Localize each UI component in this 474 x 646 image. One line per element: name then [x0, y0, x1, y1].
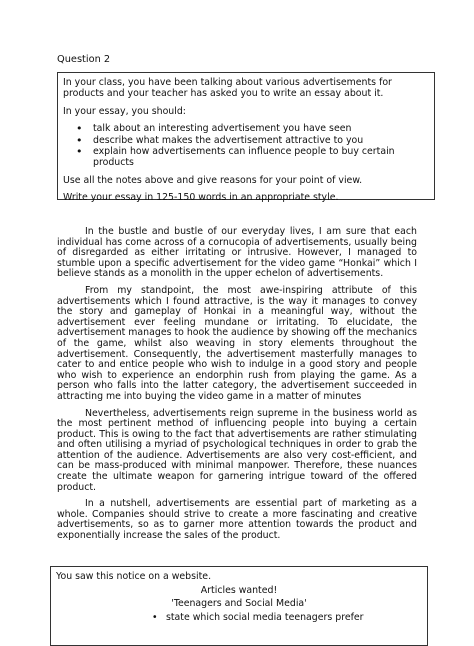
task-bullet-list [63, 123, 429, 169]
notice-box [50, 566, 428, 646]
notice-heading: Articles wanted! [200, 584, 278, 596]
essay-paragraph: In a nutshell, advertisements are essential part of marketing as a whole. Companies should strive to create a more fascinating and creative advertisements, so as to garner more attention towards the product and exponentially increase the sales of the product. [57, 498, 417, 542]
task-box [57, 72, 435, 204]
notice-bullet: • state which social media teenagers prefer [166, 611, 422, 625]
notice-intro: You saw this notice on a website. [56, 571, 212, 582]
essay-body [57, 227, 417, 548]
task-should-label: In your essay, you should: [63, 105, 186, 117]
task-notes: Use all the notes above and give reasons for your point of view. [63, 174, 363, 186]
task-length: Write your essay in 125-150 words in an appropriate style. [63, 192, 339, 204]
essay-paragraph: In the bustle and bustle of our everyday lives, I am sure that each individual has come across of a cornucopia of advertisements, usually being of disregarded as either irritating or intrusive. However, I managed to stumble upon a specific advertisement for the video game “Honkai” which I believe stands as a monolith in the upper echelon of advertisements. [57, 226, 417, 280]
task-intro: In your class, you have been talking about various advertisements for products and your teacher has asked you to write an essay about it. [63, 77, 392, 100]
task-bullet: • explain how advertisements can influence people to buy certain products [93, 146, 429, 169]
notice-bullet-list [56, 611, 422, 625]
task-bullet: • talk about an interesting advertisement you have seen [93, 123, 429, 134]
question-label: Question 2 [57, 54, 111, 65]
notice-topic: 'Teenagers and Social Media' [171, 598, 307, 609]
essay-paragraph: Nevertheless, advertisements reign supreme in the business world as the most pertinent method of influencing people into buying a certain product. This is owing to the fact that advertisements are rather stimulating and often utilising a myriad of psychological techniques in order to grab the attention of the audience. Advertisements are also very cost-efficient, and can be mass-produced with minimal manpower. Therefore, these nuances create the ultimate weapon for garnering intrigue toward of the offered product. [57, 407, 417, 493]
task-bullet: • describe what makes the advertisement attractive to you [93, 135, 429, 146]
essay-paragraph: From my standpoint, the most awe-inspiring attribute of this advertisements which I found attractive, is the way it manages to convey the story and gameplay of Honkai in a meaningful way, without the advertisement ever feeling mundane or irritating. To elucidate, the advertisement manages to hook the audience by showing off the mechanics of the game, whilst also weaving in story elements throughout the advertisement. Consequently, the advertisement masterfully manages to cater to and entice people who wish to indulge in a good story and people who wish to experience an endorphin rush from playing the game. As a person who falls into the latter category, the advertisement succeeded in attracting me into buying the video game in a matter of minutes [57, 284, 417, 402]
